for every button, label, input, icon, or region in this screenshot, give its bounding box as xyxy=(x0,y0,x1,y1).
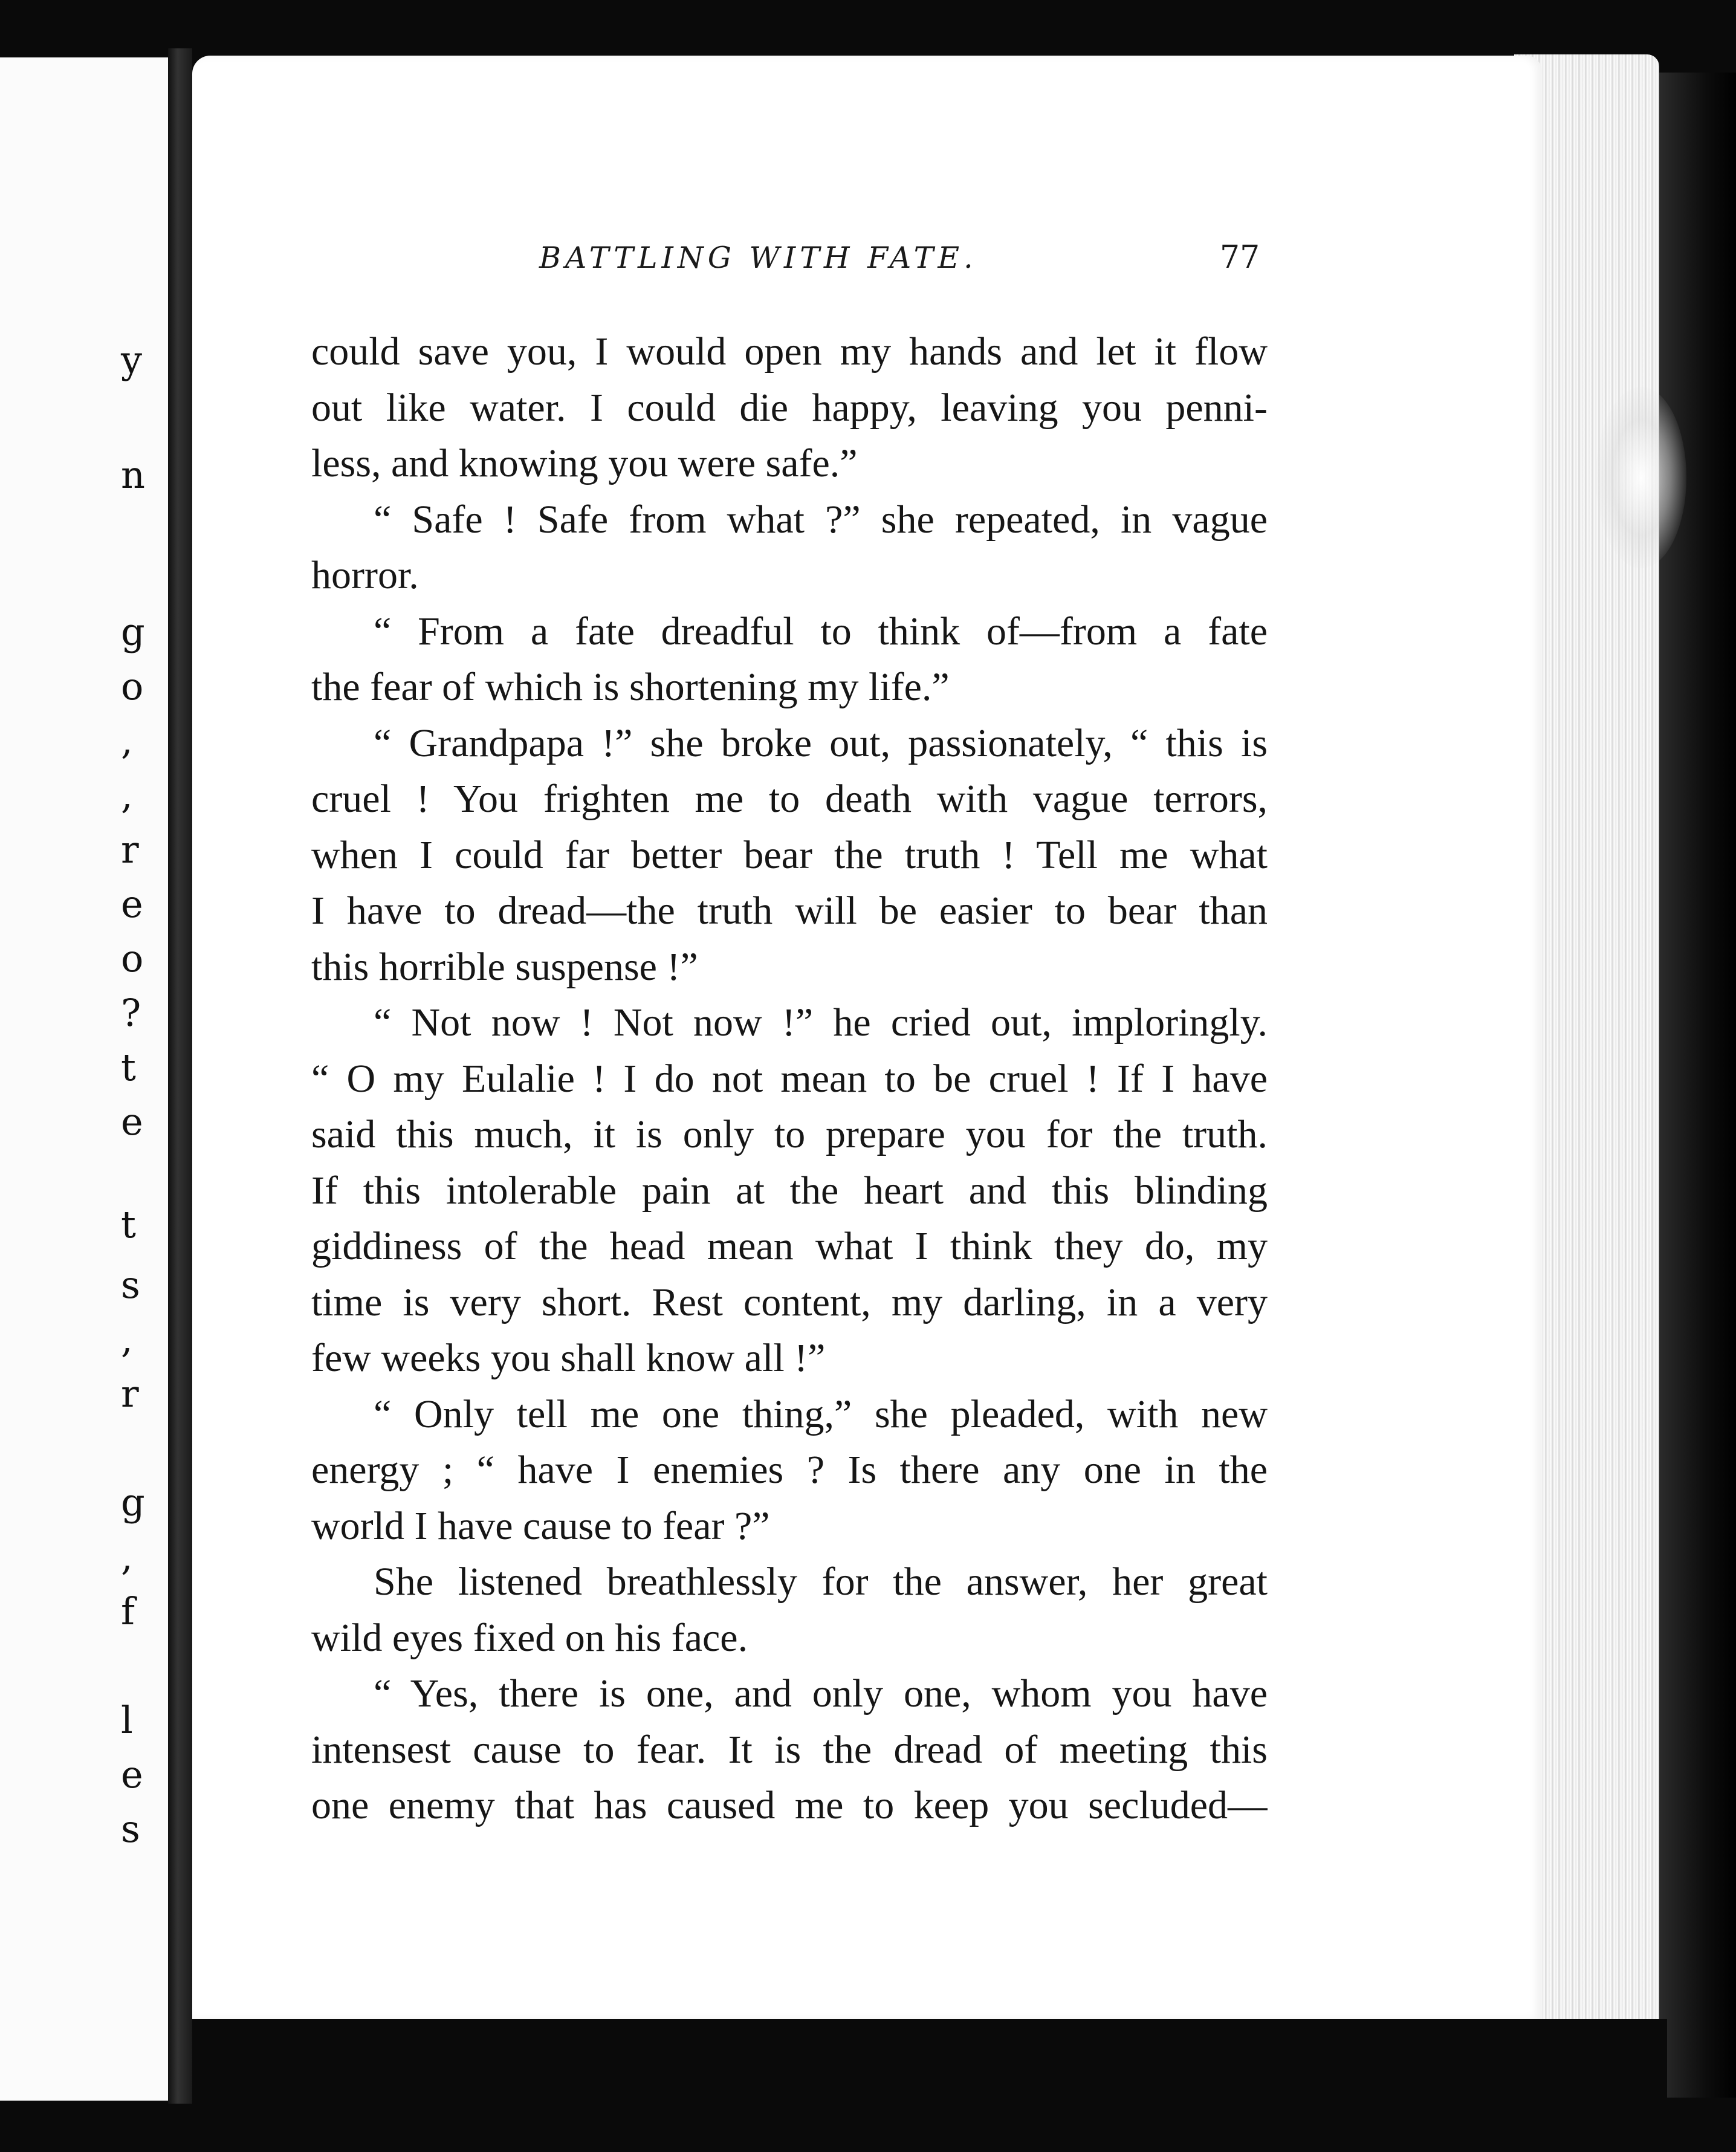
text-line: less, and knowing you were safe.” xyxy=(311,441,858,485)
text-line: She listened breathlessly for the answer, her great xyxy=(374,1560,1268,1604)
text-line: giddiness of the head mean what I think they do, my xyxy=(311,1224,1268,1268)
left-page-fragment: s xyxy=(121,1263,140,1307)
text-line: wild eyes fixed on his face. xyxy=(311,1615,748,1660)
text-line: when I could far better bear the truth ! Tell me what xyxy=(311,832,1268,877)
left-facing-page xyxy=(0,57,172,2101)
page-number: 77 xyxy=(1220,239,1260,276)
left-page-fragment: e xyxy=(121,882,143,926)
text-line: “ Yes, there is one, and only one, whom you have xyxy=(374,1671,1268,1716)
left-page-fragment: e xyxy=(121,1752,143,1797)
text-line: “ Not now ! Not now !” he cried out, imploringly. xyxy=(374,1000,1268,1045)
text-line: cruel ! You frighten me to death with vague terrors, xyxy=(311,777,1268,821)
text-line: intensest cause to fear. It is the dread of meeting this xyxy=(311,1727,1268,1772)
left-page-fragment: f xyxy=(121,1589,135,1633)
text-line: could save you, I would open my hands and let it flow xyxy=(311,329,1268,374)
text-line: out like water. I could die happy, leaving you penni- xyxy=(311,385,1268,430)
left-page-fragment: , xyxy=(121,1317,133,1361)
left-page-fragment: o xyxy=(121,936,144,980)
left-page-fragment: y xyxy=(121,338,143,382)
text-line: world I have cause to fear ?” xyxy=(311,1503,770,1548)
scan-bottom-shadow xyxy=(192,2019,1667,2152)
text-line: said this much, it is only to prepare you for the truth. xyxy=(311,1112,1268,1156)
text-line: “ O my Eulalie ! I do not mean to be cruel ! If I have xyxy=(311,1056,1268,1101)
text-line: few weeks you shall know all !” xyxy=(311,1336,826,1380)
text-line: energy ; “ have I enemies ? Is there any one in the xyxy=(311,1448,1268,1492)
text-line: “ From a fate dreadful to think of—from a fate xyxy=(374,609,1268,653)
page-body-text xyxy=(311,324,1268,1834)
text-line: the fear of which is shortening my life.” xyxy=(311,665,950,709)
left-page-fragment: g xyxy=(121,610,145,654)
left-page-fragment: l xyxy=(121,1698,133,1742)
left-page-fragment: r xyxy=(121,1372,139,1416)
left-page-fragment: ? xyxy=(121,991,141,1035)
book-cover-edge xyxy=(1659,73,1736,2098)
left-page-fragment: t xyxy=(121,1045,136,1089)
left-page-fragment: r xyxy=(121,828,139,872)
text-line: “ Only tell me one thing,” she pleaded, with new xyxy=(374,1392,1268,1436)
book-gutter xyxy=(168,48,192,2104)
text-line: one enemy that has caused me to keep you secluded— xyxy=(311,1783,1268,1827)
left-page-fragment: o xyxy=(121,664,144,708)
text-line: “ Safe ! Safe from what ?” she repeated, in vague xyxy=(374,497,1268,542)
left-page-fragment: , xyxy=(121,719,133,763)
text-line: I have to dread—the truth will be easier to bear than xyxy=(311,889,1268,933)
paper-stain xyxy=(1596,387,1686,568)
left-page-fragment: e xyxy=(121,1100,143,1144)
left-page-fragment: t xyxy=(121,1202,136,1246)
left-page-fragment: g xyxy=(121,1480,145,1525)
text-line: If this intolerable pain at the heart and this blinding xyxy=(311,1168,1268,1213)
text-line: horror. xyxy=(311,553,419,597)
text-line: “ Grandpapa !” she broke out, passionately, “ this is xyxy=(374,721,1268,765)
left-page-fragment: , xyxy=(121,773,133,817)
left-page-fragment: s xyxy=(121,1807,140,1851)
text-line: time is very short. Rest content, my darling, in a very xyxy=(311,1280,1268,1324)
running-head-title: BATTLING WITH FATE. xyxy=(539,241,977,275)
text-line: this horrible suspense !” xyxy=(311,944,698,989)
left-page-fragment: n xyxy=(121,453,145,497)
left-page-fragment: , xyxy=(121,1535,133,1579)
